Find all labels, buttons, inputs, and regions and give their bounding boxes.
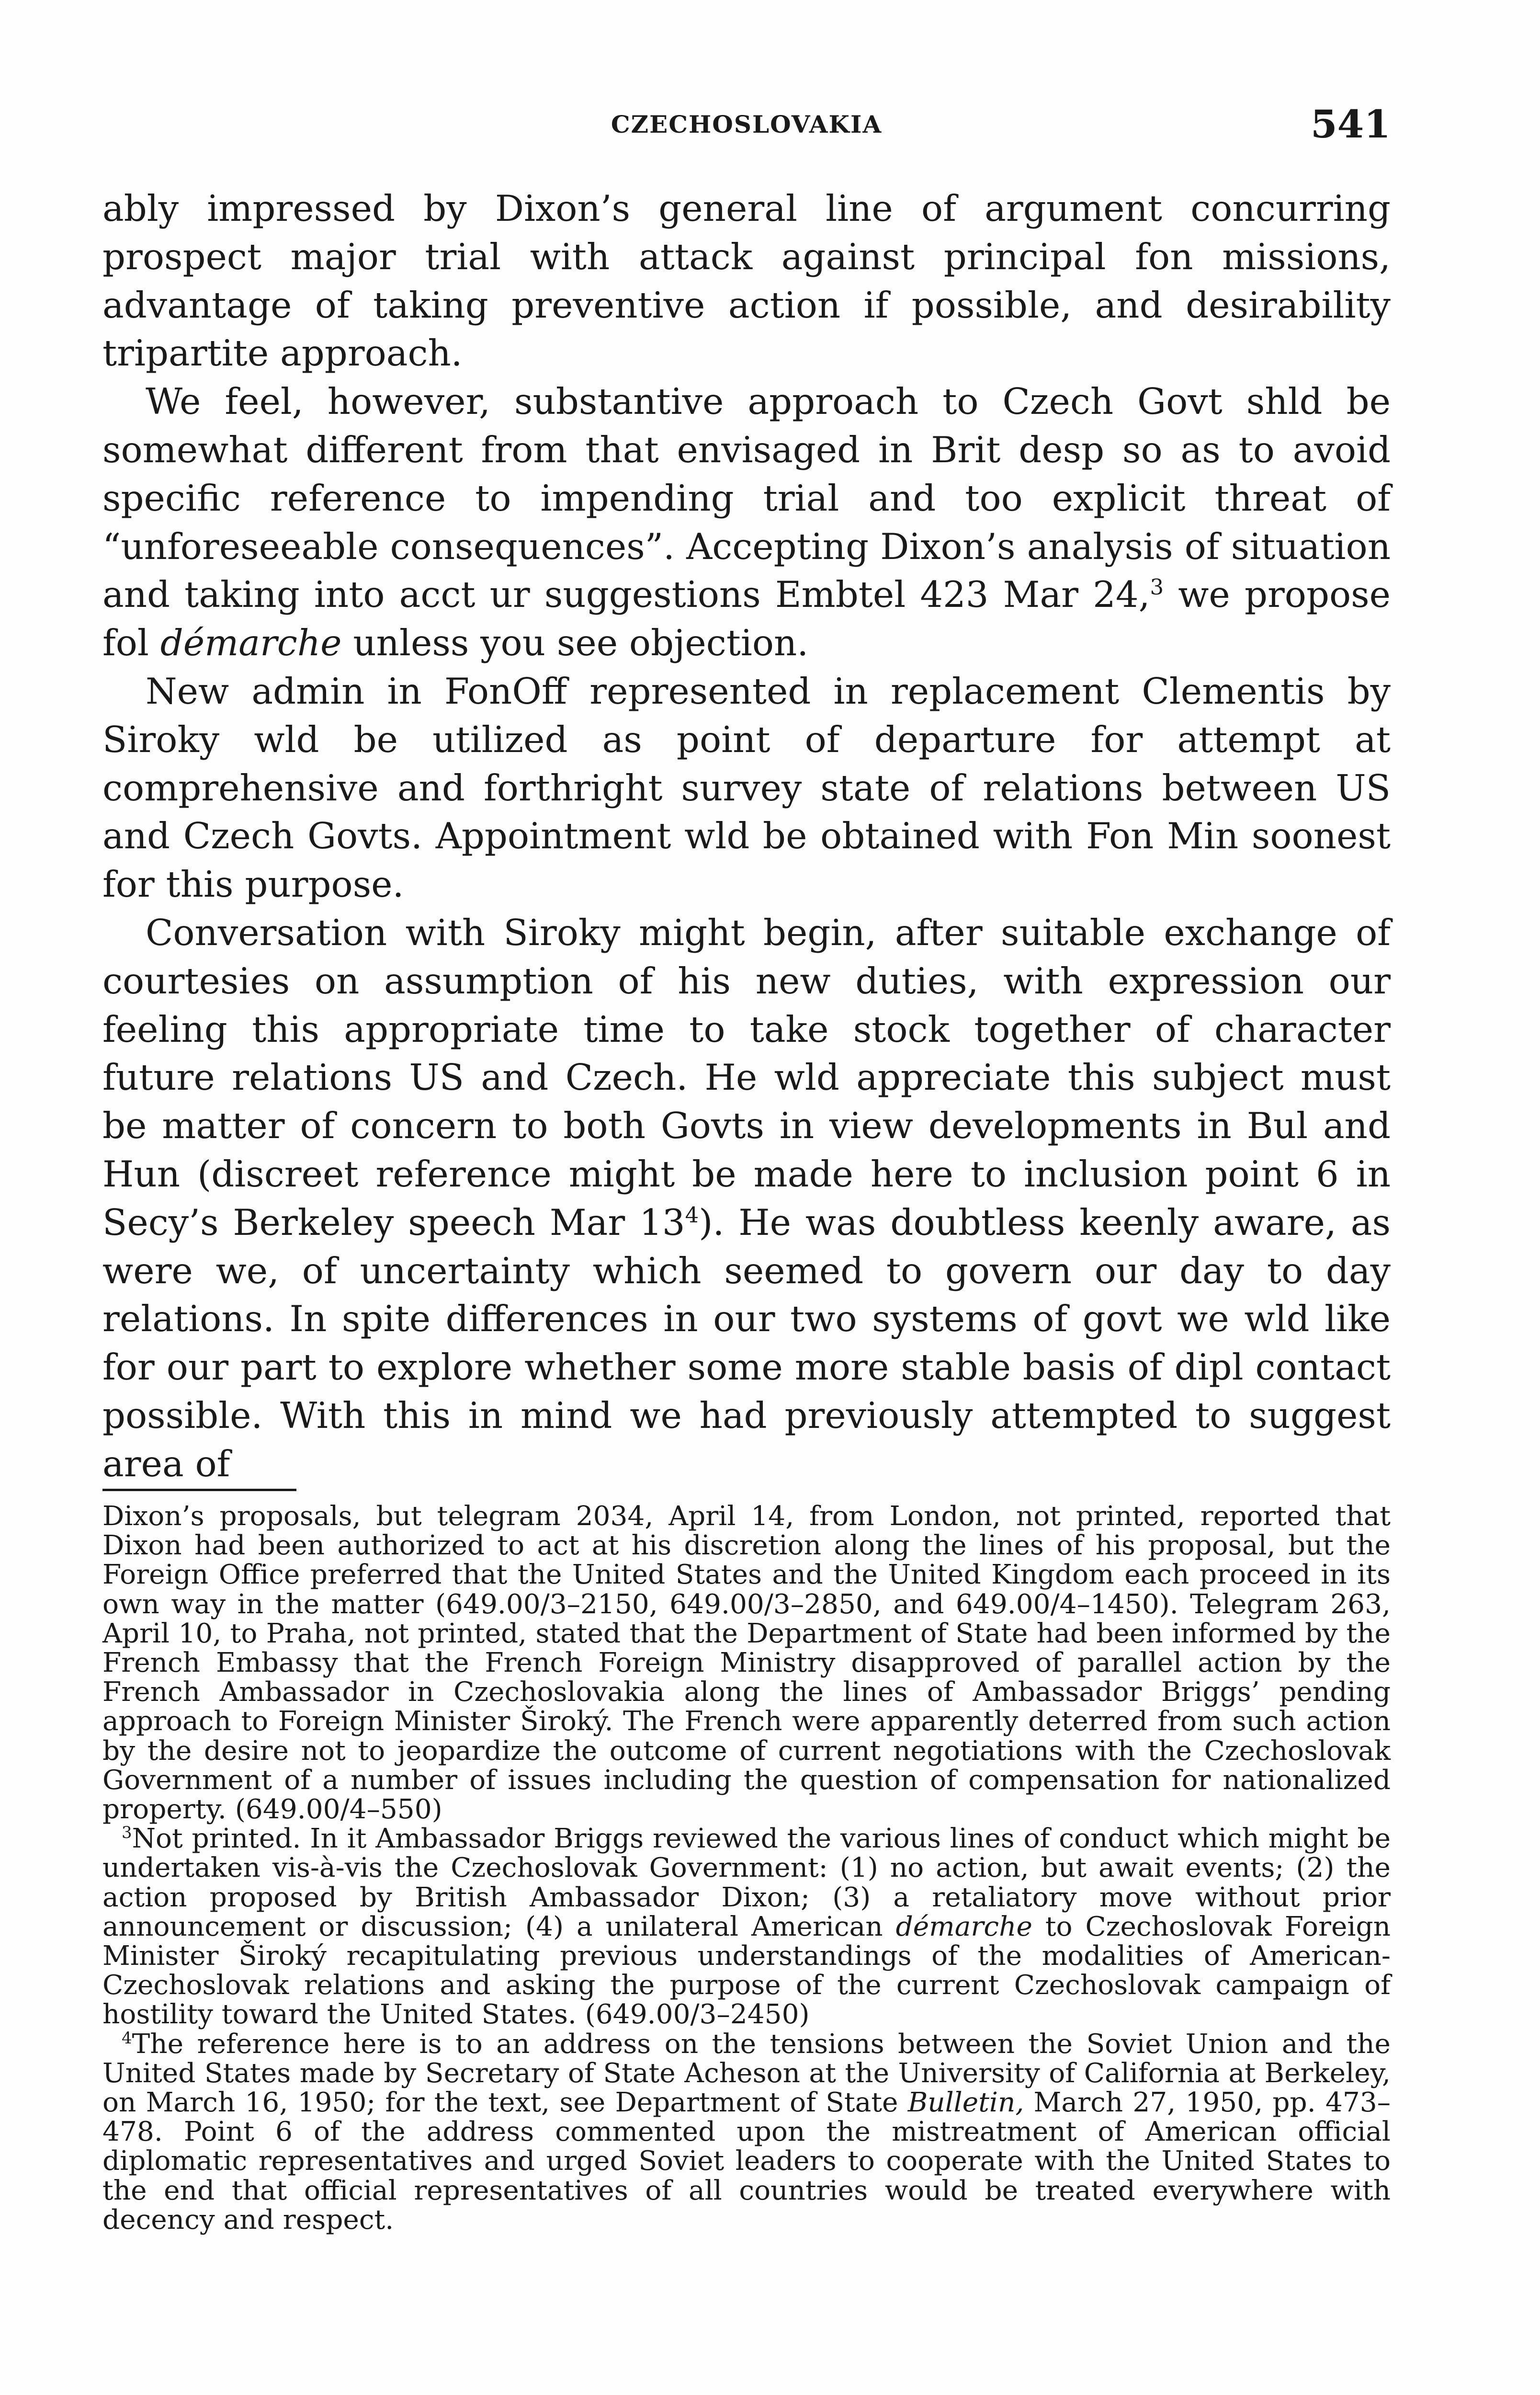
paragraph-4-text-a: Conversation with Siroky might begin, after suitable exchange of courtesies on assumption of his new duties, with expression our feeling this appropriate time to take stock together of character future relations US and Czech. He wld appreciate this subject must be matter of concern to both Govts in view developments in Bul and Hun (discreet reference might be made here to inclusion point 6 in Secy’s Berkeley speech Mar 13 bbox=[102, 911, 1391, 1243]
paragraph-1 bbox=[102, 184, 1391, 377]
paragraph-2-text-a: We feel, however, substantive approach to Czech Govt shld be somewhat different from that envisaged in Brit desp so as to avoid specific reference to impending trial and too explicit threat of “unforeseeable consequences”. Accepting Dixon’s analysis of situation and taking into acct ur suggestions Embtel 423 Mar 24, bbox=[102, 380, 1391, 616]
footnote-continuation-text: Dixon’s proposals, but telegram 2034, April 14, from London, not printed, reported that Dixon had been authorized to act at his discretion along the lines of his proposal, but the Foreign Office preferred that the United States and the United Kingdom each proceed in its own way in the matter (649.00/3–2150, 649.00/3–2850, and 649.00/4–1450). Telegram 263, April 10, to Praha, not printed, stated that the Department of State had been informed by the French Embassy that the French Foreign Ministry disapproved of parallel action by the French Ambassador in Czechoslovakia along the lines of Ambassador Briggs’ pending approach to Foreign Minister Široký. The French were apparently deterred from such action by the desire not to jeopardize the outcome of current negotiations with the Czechoslovak Government of a number of issues including the question of compensation for nationalized property. (649.00/4–550) bbox=[102, 1501, 1391, 1825]
paragraph-4 bbox=[102, 909, 1391, 1488]
footnote-4-text-a: The reference here is to an address on the tensions between the Soviet Union and the United States made by Secretary of State Acheson at the University of California at Berkeley, on March 16, 1950; for the text, see Department of State bbox=[102, 2028, 1391, 2119]
footnote-3-marker: 3 bbox=[122, 1823, 132, 1842]
footnote-3 bbox=[102, 1824, 1391, 2029]
footnote-3-text-a: Not printed. In it Ambassador Briggs reviewed the various lines of conduct which might be undertaken vis-à-vis the Czechoslovak Government: (1) no action, but await events; (2) the action proposed by British Ambassador Dixon; (3) a retaliatory move without prior announcement or discussion; (4) a unilateral American bbox=[102, 1823, 1391, 1942]
paragraph-3 bbox=[102, 667, 1391, 909]
footnote-4 bbox=[102, 2030, 1391, 2235]
footnote-3-italic: démarche bbox=[895, 1911, 1032, 1942]
footnote-4-italic: Bulletin, bbox=[907, 2087, 1024, 2119]
footnote-ref-3: 3 bbox=[1150, 574, 1164, 600]
footnote-rule bbox=[102, 1489, 296, 1491]
paragraph-1-text: ably impressed by Dixon’s general line of argument concurring prospect major trial with attack against principal fon missions, advantage of taking preventive action if possible, and desirability tripartite approach. bbox=[102, 187, 1391, 375]
page-number: 541 bbox=[1311, 102, 1391, 147]
footnote-ref-4: 4 bbox=[685, 1202, 699, 1228]
footnote-4-marker: 4 bbox=[122, 2028, 132, 2047]
paragraph-2 bbox=[102, 377, 1391, 667]
footnote-continuation bbox=[102, 1502, 1391, 1824]
paragraph-2-italic: démarche bbox=[160, 622, 342, 664]
footnote-4-text-b: March 27, 1950, pp. 473–478. Point 6 of the address commented upon the mistreatment of American official diplomatic representatives and urged Soviet leaders to cooperate with the United States to the end that official representatives of all countries would be treated everywhere with decency and respect. bbox=[102, 2087, 1391, 2235]
running-head bbox=[102, 102, 1391, 145]
footnote-3-text-b: to Czechoslovak Foreign Minister Široký recapitulating previous understandings of the modalities of American-Czechoslovak relations and asking the purpose of the current Czechoslovak campaign of hostility toward the United States. (649.00/3–2450) bbox=[102, 1911, 1391, 2030]
paragraph-4-text-b: ). He was doubtless keenly aware, as were we, of uncertainty which seemed to govern our day to day relations. In spite differences in our two systems of govt we wld like for our part to explore whether some more stable basis of dipl contact possible. With this in mind we had previously attempted to suggest area of bbox=[102, 1201, 1391, 1485]
paragraph-2-text-b: we propose fol bbox=[102, 573, 1391, 664]
footnotes bbox=[102, 1502, 1391, 2235]
paragraph-2-text-c: unless you see objection. bbox=[341, 622, 809, 664]
paragraph-3-text: New admin in FonOff represented in replacement Clementis by Siroky wld be utilized as point of departure for attempt at comprehensive and forthright survey state of relations between US and Czech Govts. Appointment wld be obtained with Fon Min soonest for this purpose. bbox=[102, 670, 1391, 906]
body-text bbox=[102, 184, 1391, 1488]
running-title: CZECHOSLOVAKIA bbox=[611, 110, 883, 138]
